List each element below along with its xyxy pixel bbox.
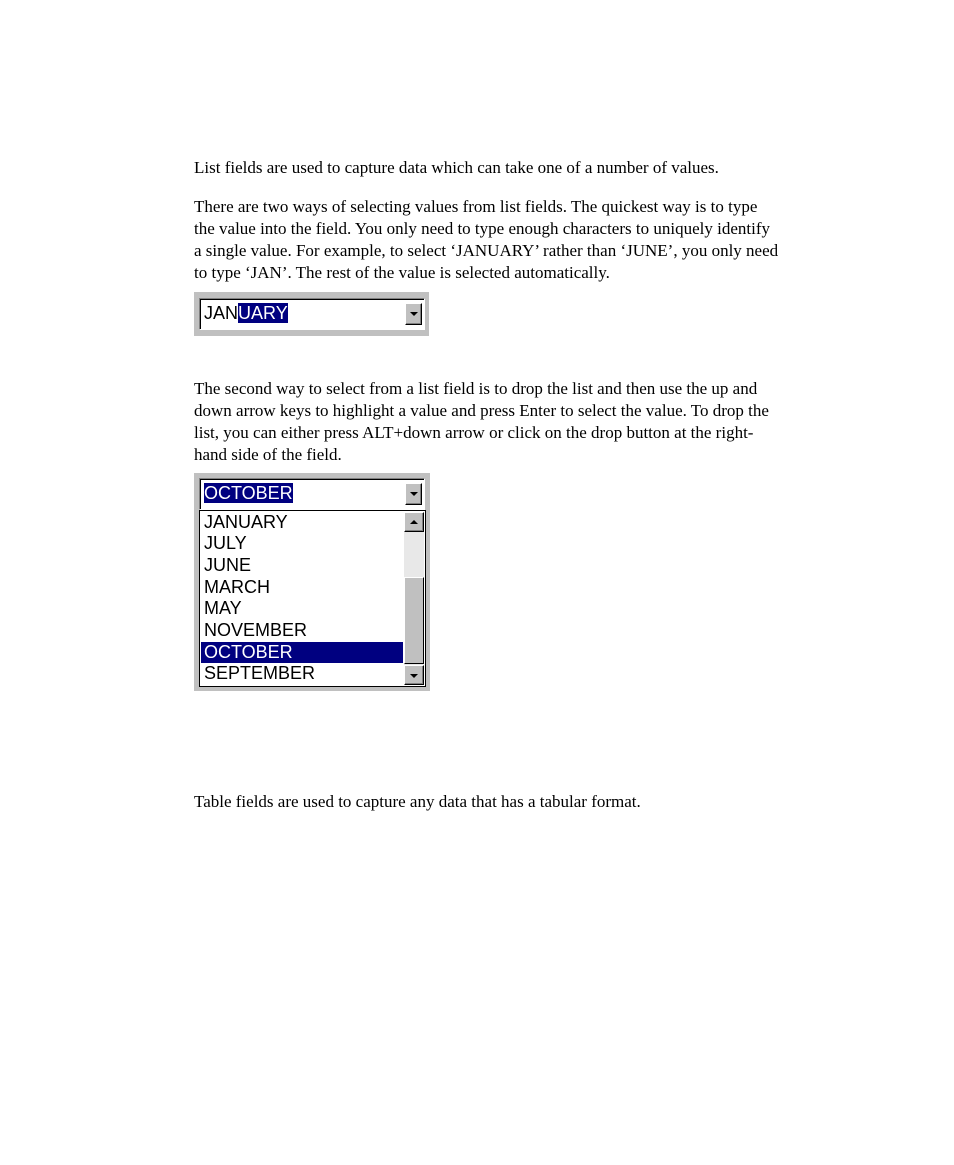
list-item[interactable]: JULY — [204, 533, 247, 553]
chevron-down-icon — [410, 492, 418, 496]
typing-paragraph-line: There are two ways of selecting values from list fields. The quickest way is to type — [194, 197, 758, 216]
dropped-combo-screenshot — [194, 473, 430, 691]
list-item[interactable]: NOVEMBER — [204, 620, 308, 640]
table-fields-intro — [194, 791, 884, 813]
dropped-combo-selected-text: OCTOBER — [204, 483, 293, 503]
dropped-combo-value[interactable] — [204, 482, 293, 504]
drop-paragraph-line: hand side of the field. — [194, 445, 342, 464]
chevron-up-icon — [410, 520, 418, 524]
typing-paragraph-line: the value into the field. You only need to type enough characters to uniquely identify — [194, 219, 770, 238]
list-item[interactable]: MARCH — [204, 577, 270, 597]
drop-paragraph-line: The second way to select from a list field is to drop the list and then use the up and — [194, 379, 758, 398]
list-item[interactable]: JANUARY — [204, 512, 288, 532]
scroll-thumb[interactable] — [404, 577, 424, 664]
typed-combo-screenshot — [194, 292, 429, 336]
list-item[interactable]: SEPTEMBER — [204, 663, 316, 683]
typing-paragraph — [194, 196, 884, 284]
typed-text: JAN — [204, 303, 239, 323]
dropdown-scrollbar[interactable] — [404, 512, 424, 685]
list-fields-intro-text: List fields are used to capture data which can take one of a number of values. — [194, 158, 719, 177]
scroll-up-button[interactable] — [404, 512, 424, 532]
dropped-combo-drop-button[interactable] — [405, 483, 422, 505]
typed-combo-drop-button[interactable] — [405, 303, 422, 325]
drop-paragraph-line: down arrow keys to highlight a value and press Enter to select the value. To drop the — [194, 401, 769, 420]
typed-combo-box[interactable] — [199, 298, 425, 330]
typing-paragraph-line: a single value. For example, to select ‘JANUARY’ rather than ‘JUNE’, you only need — [194, 241, 779, 260]
list-item[interactable]: MAY — [204, 598, 242, 618]
chevron-down-icon — [410, 674, 418, 678]
list-item-selected[interactable]: OCTOBER — [201, 642, 403, 663]
drop-paragraph — [194, 378, 884, 466]
dropped-combo-box[interactable] — [199, 478, 425, 510]
list-fields-intro — [194, 157, 884, 179]
table-fields-intro-text: Table fields are used to capture any data that has a tabular format. — [194, 792, 641, 811]
list-item[interactable]: JUNE — [204, 555, 252, 575]
typing-paragraph-line: to type ‘JAN’. The rest of the value is selected automatically. — [194, 263, 610, 282]
typed-combo-value[interactable] — [204, 302, 288, 324]
chevron-down-icon — [410, 312, 418, 316]
drop-paragraph-line: list, you can either press ALT+down arrow or click on the drop button at the right- — [194, 423, 754, 442]
scroll-down-button[interactable] — [404, 665, 424, 685]
dropdown-list[interactable] — [199, 510, 426, 687]
autocompleted-text: UARY — [238, 303, 288, 323]
